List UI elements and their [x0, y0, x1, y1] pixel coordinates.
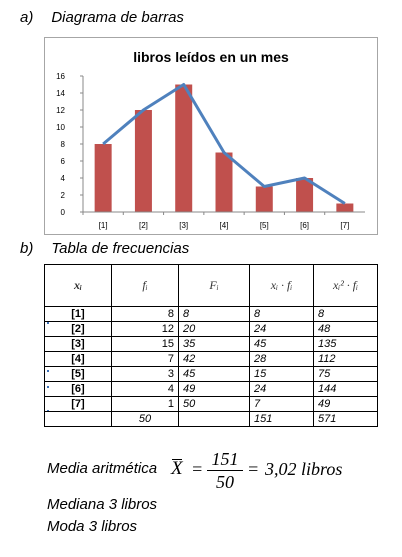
header-xf: xᵢ · fᵢ — [250, 265, 314, 307]
bars — [95, 85, 354, 213]
cell-xf: 45 — [250, 337, 314, 352]
table-row — [45, 307, 378, 322]
total-F — [179, 412, 250, 427]
fraction-denominator: 50 — [216, 472, 234, 492]
cell-f: 12 — [112, 322, 179, 337]
table-row — [45, 337, 378, 352]
mean-unit: libros — [301, 459, 343, 479]
cell-xf: 28 — [250, 352, 314, 367]
x-tick-label: [3] — [179, 221, 189, 230]
header-x: xᵢ — [45, 265, 112, 307]
equals-sign: = — [191, 459, 204, 479]
y-tick-label: 12 — [56, 106, 65, 115]
y-tick-label: 6 — [60, 157, 65, 166]
header-f: fᵢ — [112, 265, 179, 307]
header-F: Fᵢ — [179, 265, 250, 307]
cell-f: 3 — [112, 367, 179, 382]
total-xf: 151 — [250, 412, 314, 427]
table-row — [45, 382, 378, 397]
y-tick-label: 8 — [60, 140, 65, 149]
mode-text: Moda 3 libros — [47, 518, 138, 535]
cell-f: 15 — [112, 337, 179, 352]
frequency-table — [44, 264, 378, 427]
x-axis — [83, 212, 365, 230]
x-tick-label: [7] — [340, 221, 350, 230]
cell-f: 8 — [112, 307, 179, 322]
y-tick-label: 2 — [60, 191, 65, 200]
overline — [172, 459, 182, 460]
table-row — [45, 322, 378, 337]
cell-x: [5] — [45, 367, 112, 382]
equals-sign: = — [247, 459, 260, 479]
bar — [135, 110, 152, 212]
y-axis — [56, 72, 83, 217]
bar — [216, 153, 233, 213]
mean-value: 3,02 — [265, 459, 297, 479]
cell-x: [2] — [45, 322, 112, 337]
table-row — [45, 397, 378, 412]
bar — [175, 85, 192, 213]
y-tick-label: 10 — [56, 123, 65, 132]
section-b-letter: b) — [20, 240, 34, 257]
x-tick-label: [6] — [300, 221, 310, 230]
total-f: 50 — [112, 412, 179, 427]
cell-x2f: 8 — [314, 307, 378, 322]
section-b-title: Tabla de frecuencias — [51, 240, 190, 257]
x-tick-label: [4] — [219, 221, 229, 230]
fraction — [207, 448, 243, 493]
x-tick-label: [5] — [259, 221, 269, 230]
cell-xf: 8 — [250, 307, 314, 322]
y-tick-label: 16 — [56, 72, 65, 81]
x-tick-label: [1] — [98, 221, 108, 230]
cell-xf: 24 — [250, 382, 314, 397]
bar — [95, 144, 112, 212]
cell-xf: 24 — [250, 322, 314, 337]
section-a-letter: a) — [20, 9, 34, 26]
cell-f: 1 — [112, 397, 179, 412]
cell-F: 20 — [179, 322, 250, 337]
y-tick-label: 4 — [60, 174, 65, 183]
fraction-numerator: 151 — [207, 448, 243, 471]
cell-x2f: 75 — [314, 367, 378, 382]
median-text: Mediana 3 libros — [47, 496, 158, 513]
mean-result — [265, 459, 342, 480]
cell-f: 7 — [112, 352, 179, 367]
cell-x2f: 112 — [314, 352, 378, 367]
cell-x2f: 49 — [314, 397, 378, 412]
cell-x2f: 144 — [314, 382, 378, 397]
y-tick-label: 14 — [56, 89, 65, 98]
cell-F: 49 — [179, 382, 250, 397]
mean-symbol — [171, 458, 183, 480]
total-x — [45, 412, 112, 427]
table-header-row — [45, 265, 378, 307]
table-row — [45, 352, 378, 367]
mean-formula — [47, 448, 367, 494]
table-row — [45, 367, 378, 382]
y-tick-label: 0 — [60, 208, 65, 217]
total-x2f: 571 — [314, 412, 378, 427]
x-tick-label: [2] — [138, 221, 148, 230]
cell-x: [7] — [45, 397, 112, 412]
cell-F: 45 — [179, 367, 250, 382]
cell-x: [3] — [45, 337, 112, 352]
cell-F: 8 — [179, 307, 250, 322]
chart-title: libros leídos en un mes — [133, 49, 289, 65]
header-x2f: xᵢ² · fᵢ — [314, 265, 378, 307]
cell-xf: 15 — [250, 367, 314, 382]
mean-symbol-text: X — [171, 458, 183, 479]
cell-x: [1] — [45, 307, 112, 322]
cell-f: 4 — [112, 382, 179, 397]
cell-F: 50 — [179, 397, 250, 412]
table-totals-row — [45, 412, 378, 427]
mean-label: Media aritmética — [47, 460, 158, 477]
cell-x: [4] — [45, 352, 112, 367]
section-a-title: Diagrama de barras — [51, 9, 184, 26]
cell-F: 35 — [179, 337, 250, 352]
cell-x: [6] — [45, 382, 112, 397]
cell-xf: 7 — [250, 397, 314, 412]
bar-chart-frame — [44, 37, 378, 235]
cell-x2f: 48 — [314, 322, 378, 337]
cell-F: 42 — [179, 352, 250, 367]
bar — [336, 204, 353, 213]
bar-chart — [45, 38, 377, 234]
bar — [256, 187, 273, 213]
section-b-heading — [20, 240, 189, 257]
cell-x2f: 135 — [314, 337, 378, 352]
section-a-heading — [20, 9, 184, 26]
